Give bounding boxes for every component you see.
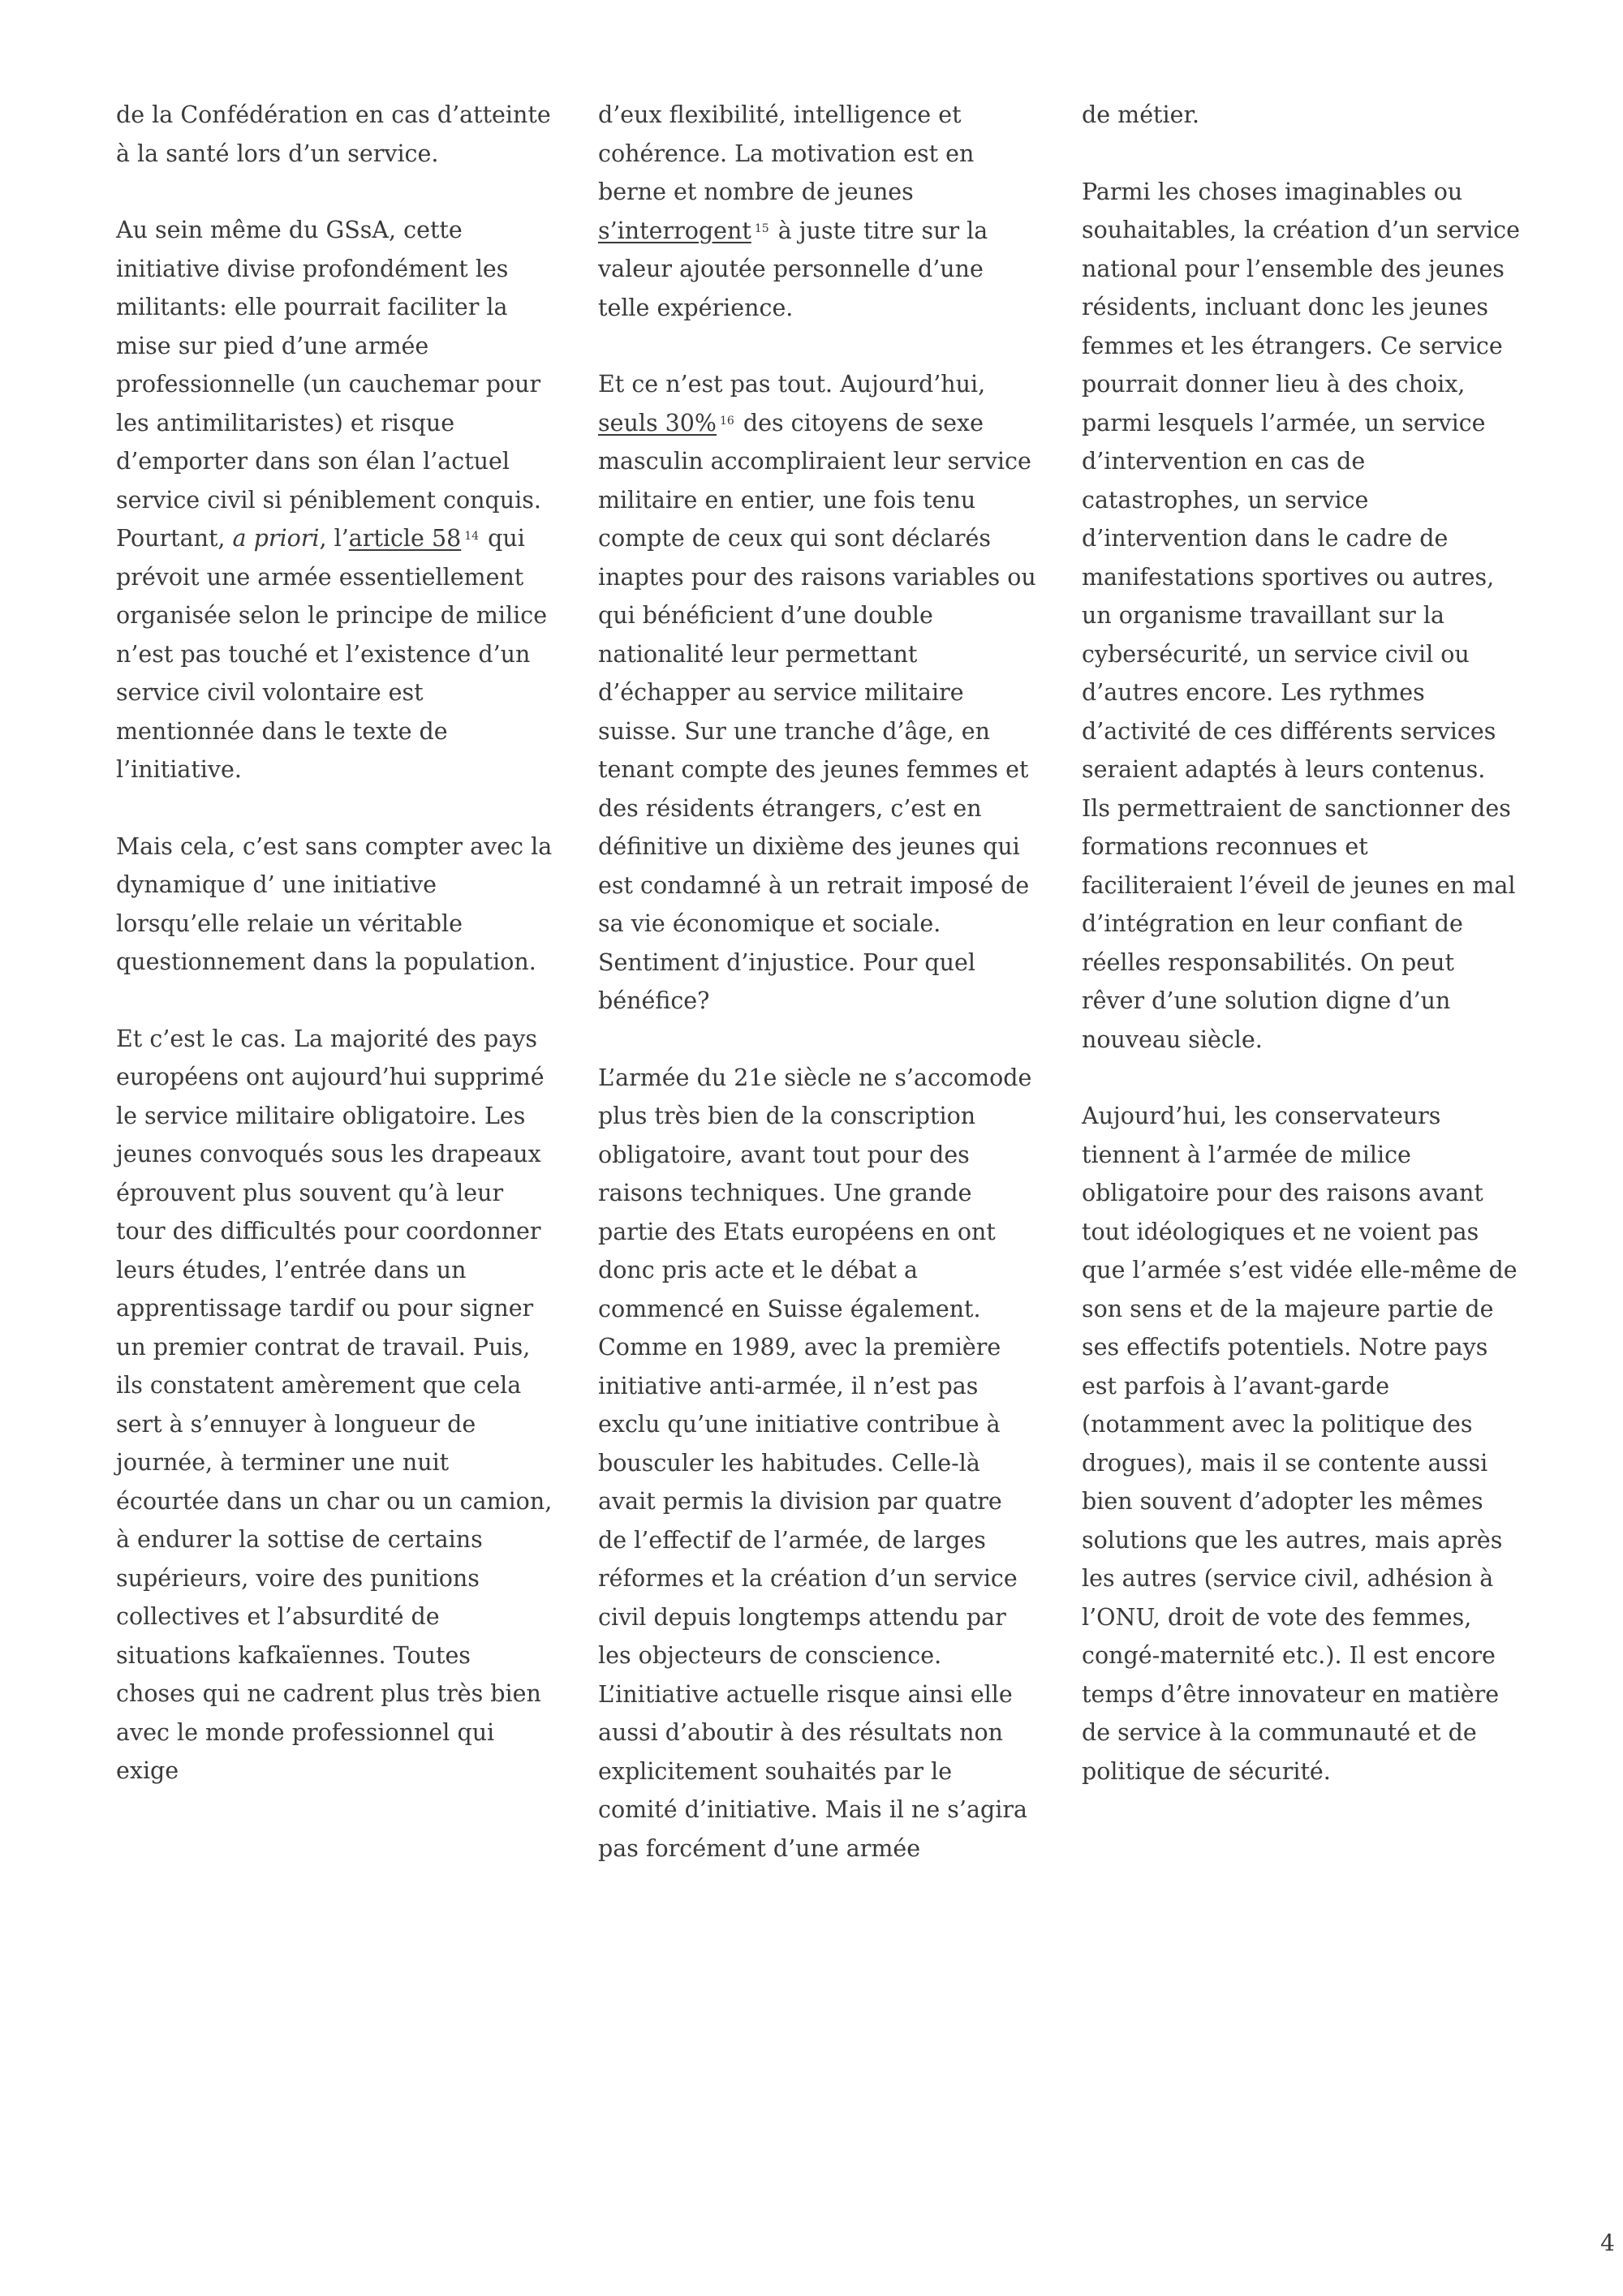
paragraph-text: , l’ xyxy=(319,525,349,552)
paragraph-text: Et ce n’est pas tout. Aujourd’hui, xyxy=(598,371,986,398)
paragraph: de métier. xyxy=(1082,101,1200,128)
paragraph: Mais cela, c’est sans compter avec la dynamique d’ une initiative lorsqu’elle relaie un véritable questionnement dans la population. xyxy=(116,832,553,975)
paragraph-text: des citoyens de sexe masculin accompliraient leur service militaire en entier, une fois tenu compte de ceux qui sont déclarés inaptes pour des raisons variables ou qui bénéficient d’une double nationalité leur permettant d’échapper au service militaire suisse. Sur une tranche d’âge, en tenant compte des jeunes femmes et des résidents étrangers, c’est en définitive un dixième des jeunes qui est condamné à un retrait imposé de sa vie économique et sociale. Sentiment d’injustice. Pour quel bénéfice? xyxy=(598,409,1036,1014)
sinterrogent-link[interactable]: s’interrogent xyxy=(598,217,751,244)
article-58-link[interactable]: article 58 xyxy=(348,525,462,552)
paragraph xyxy=(116,211,554,789)
footnote-marker: 14 xyxy=(464,530,480,543)
paragraph-text: Au sein même du GSsA, cette initiative divise profondément les militants: elle pourrait faciliter la mise sur pied d’une armée professionnelle (un cauchemar pour les antimilitaristes) et risque d’emporter dans son élan l’actuel service civil si péniblement conquis. Pourtant, xyxy=(116,217,541,552)
text-column-3 xyxy=(1082,96,1520,1829)
paragraph: L’armée du 21e siècle ne s’accomode plus très bien de la conscription obligatoire, avant tout pour des raisons techniques. Une grande partie des Etats européens en ont donc pris acte et le débat a commencé en Suisse également. Comme en 1989, avec la première initiative anti-armée, il n’est pas exclu qu’une initiative contribue à bousculer les habitudes. Celle-là avait permis la division par quatre de l’effectif de l’armée, de larges réformes et la création d’un service civil depuis longtemps attendu par les objecteurs de conscience. L’initiative actuelle risque ainsi elle aussi d’aboutir à des résultats non explicitement souhaités par le comité d’initiative. Mais il ne s’agira pas forcément d’une armée xyxy=(598,1064,1032,1862)
paragraph xyxy=(598,365,1036,1021)
text-column-1 xyxy=(116,96,554,1829)
footnote-marker: 15 xyxy=(754,221,769,235)
paragraph: de la Confédération en cas d’atteinte à la santé lors d’un service. xyxy=(116,101,551,167)
footnote-marker: 16 xyxy=(720,414,734,428)
paragraph: Aujourd’hui, les conservateurs tiennent à l’armée de milice obligatoire pour des raisons avant tout idéologiques et ne voient pas que l’armée s’est vidée elle-même de son sens et de la majeure partie de ses effectifs potentiels. Notre pays est parfois à l’avant-garde (notamment avec la politique des drogues), mais il se contente aussi bien souvent d’adopter les mêmes solutions que les autres, mais après les autres (service civil, adhésion à l’ONU, droit de vote des femmes, congé-maternité etc.). Il est encore temps d’être innovateur en matière de service à la communauté et de politique de sécurité. xyxy=(1082,1103,1518,1785)
paragraph: Parmi les choses imaginables ou souhaitables, la création d’un service national pour l’ensemble des jeunes résidents, incluant donc les jeunes femmes et les étrangers. Ce service pourrait donner lieu à des choix, parmi lesquels l’armée, un service d’intervention en cas de catastrophes, un service d’intervention dans le cadre de manifestations sportives ou autres, un organisme travaillant sur la cybersécurité, un service civil ou d’autres encore. Les rythmes d’activité de ces différents services seraient adaptés à leurs contenus. Ils permettraient de sanctionner des formations reconnues et faciliteraient l’éveil de jeunes en mal d’intégration en leur confiant de réelles responsabilités. On peut rêver d’une solution digne d’un nouveau siècle. xyxy=(1082,178,1520,1053)
paragraph xyxy=(598,96,1036,327)
page-number: 4 xyxy=(1600,2229,1615,2256)
text-column-2 xyxy=(598,96,1036,1906)
italic-phrase: a priori xyxy=(232,525,320,552)
paragraph: Et c’est le cas. La majorité des pays européens ont aujourd’hui supprimé le service militaire obligatoire. Les jeunes convoqués sous les drapeaux éprouvent plus souvent qu’à leur tour des difficultés pour coordonner leurs études, l’entrée dans un apprentissage tardif ou pour signer un premier contrat de travail. Puis, ils constatent amèrement que cela sert à s’ennuyer à longueur de journée, à terminer une nuit écourtée dans un char ou un camion, à endurer la sottise de certains supérieurs, voire des punitions collectives et l’absurdité de situations kafkaïennes. Toutes choses qui ne cadrent plus très bien avec le monde professionnel qui exige xyxy=(116,1025,553,1784)
paragraph-text: à juste titre sur la valeur ajoutée personnelle d’une telle expérience. xyxy=(598,217,988,321)
paragraph-text: d’eux flexibilité, intelligence et cohérence. La motivation est en berne et nombre de jeunes xyxy=(598,101,975,205)
paragraph-text: qui prévoit une armée essentiellement organisée selon le principe de milice n’est pas touché et l’existence d’un service civil volontaire est mentionnée dans le texte de l’initiative. xyxy=(116,525,548,783)
seuls-30-link[interactable]: seuls 30% xyxy=(598,409,717,436)
